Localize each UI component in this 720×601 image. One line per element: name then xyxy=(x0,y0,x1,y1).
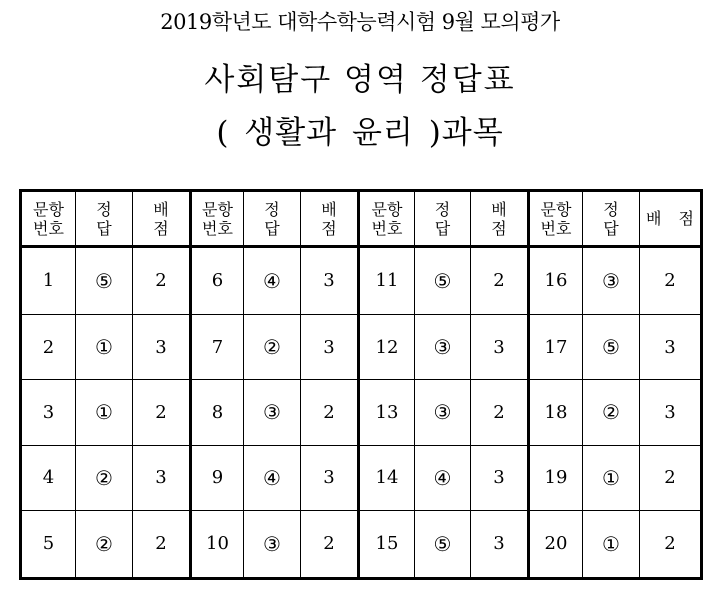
answer-cell: ② xyxy=(76,510,133,578)
answer-cell: ③ xyxy=(244,380,301,445)
answer-cell: ③ xyxy=(415,314,471,379)
answer-cell: ④ xyxy=(244,445,301,510)
points-cell: 3 xyxy=(301,314,359,379)
header-number-line1: 문항 xyxy=(540,199,572,219)
answer-cell: ④ xyxy=(244,247,301,315)
table-row xyxy=(21,314,702,379)
answer-cell: ⑤ xyxy=(415,247,471,315)
points-cell: 2 xyxy=(301,380,359,445)
points-cell: 2 xyxy=(640,445,702,510)
header-number-cell xyxy=(191,191,244,247)
answer-table xyxy=(19,189,703,580)
table-row xyxy=(21,510,702,578)
points-cell: 3 xyxy=(471,445,529,510)
answer-cell: ① xyxy=(583,510,640,578)
header-number-line1: 문항 xyxy=(371,199,403,219)
header-number-cell xyxy=(529,191,583,247)
question-number-cell: 14 xyxy=(359,445,415,510)
question-number-cell: 16 xyxy=(529,247,583,315)
points-cell: 2 xyxy=(640,510,702,578)
question-number-cell: 1 xyxy=(21,247,76,315)
answer-cell: ③ xyxy=(415,380,471,445)
question-number-cell: 13 xyxy=(359,380,415,445)
question-number-cell: 15 xyxy=(359,510,415,578)
question-number-cell: 8 xyxy=(191,380,244,445)
question-number-cell: 19 xyxy=(529,445,583,510)
header-row xyxy=(21,191,702,247)
points-cell: 2 xyxy=(133,510,191,578)
points-cell: 3 xyxy=(640,314,702,379)
header-points-cell: 배 점 xyxy=(133,191,191,247)
question-number-cell: 17 xyxy=(529,314,583,379)
answer-cell: ⑤ xyxy=(76,247,133,315)
table-row xyxy=(21,247,702,315)
points-cell: 3 xyxy=(471,510,529,578)
header-number-line2: 번호 xyxy=(202,218,233,238)
answer-cell: ⑤ xyxy=(415,510,471,578)
header-answer-cell: 정 답 xyxy=(244,191,301,247)
header-answer-cell: 정 답 xyxy=(583,191,640,247)
question-number-cell: 4 xyxy=(21,445,76,510)
question-number-cell: 20 xyxy=(529,510,583,578)
question-number-cell: 18 xyxy=(529,380,583,445)
points-cell: 2 xyxy=(471,247,529,315)
points-cell: 3 xyxy=(471,314,529,379)
exam-title: 2019학년도 대학수학능력시험 9월 모의평가 xyxy=(160,10,560,34)
page-title: 사회탐구 영역 정답표 xyxy=(204,62,516,98)
header-number-cell xyxy=(21,191,76,247)
question-number-cell: 6 xyxy=(191,247,244,315)
points-cell: 2 xyxy=(471,380,529,445)
header-answer-cell: 정 답 xyxy=(76,191,133,247)
subject-title: ( 생활과 윤리 )과목 xyxy=(216,115,504,151)
points-cell: 3 xyxy=(301,445,359,510)
points-cell: 2 xyxy=(640,247,702,315)
question-number-cell: 5 xyxy=(21,510,76,578)
header-number-cell xyxy=(359,191,415,247)
header-points-cell: 배 점 xyxy=(301,191,359,247)
points-cell: 2 xyxy=(133,380,191,445)
header-points-cell: 배 점 xyxy=(640,191,702,247)
table-row xyxy=(21,445,702,510)
answer-cell: ⑤ xyxy=(583,314,640,379)
header-number-line1: 문항 xyxy=(202,199,233,219)
points-cell: 3 xyxy=(133,445,191,510)
question-number-cell: 3 xyxy=(21,380,76,445)
header-number-line1: 문항 xyxy=(33,199,64,219)
answer-cell: ① xyxy=(76,380,133,445)
answer-cell: ③ xyxy=(244,510,301,578)
answer-cell: ② xyxy=(244,314,301,379)
question-number-cell: 10 xyxy=(191,510,244,578)
question-number-cell: 7 xyxy=(191,314,244,379)
answer-cell: ② xyxy=(76,445,133,510)
answer-cell: ④ xyxy=(415,445,471,510)
question-number-cell: 11 xyxy=(359,247,415,315)
question-number-cell: 12 xyxy=(359,314,415,379)
answer-cell: ③ xyxy=(583,247,640,315)
header-number-line2: 번호 xyxy=(540,218,572,238)
header-number-line2: 번호 xyxy=(33,218,64,238)
points-cell: 2 xyxy=(133,247,191,315)
table-row xyxy=(21,380,702,445)
points-cell: 3 xyxy=(301,247,359,315)
question-number-cell: 9 xyxy=(191,445,244,510)
question-number-cell: 2 xyxy=(21,314,76,379)
points-cell: 3 xyxy=(133,314,191,379)
answer-cell: ② xyxy=(583,380,640,445)
points-cell: 3 xyxy=(640,380,702,445)
answer-cell: ① xyxy=(76,314,133,379)
header-points-cell: 배 점 xyxy=(471,191,529,247)
header-answer-cell: 정 답 xyxy=(415,191,471,247)
answer-cell: ① xyxy=(583,445,640,510)
header-number-line2: 번호 xyxy=(371,218,403,238)
points-cell: 2 xyxy=(301,510,359,578)
